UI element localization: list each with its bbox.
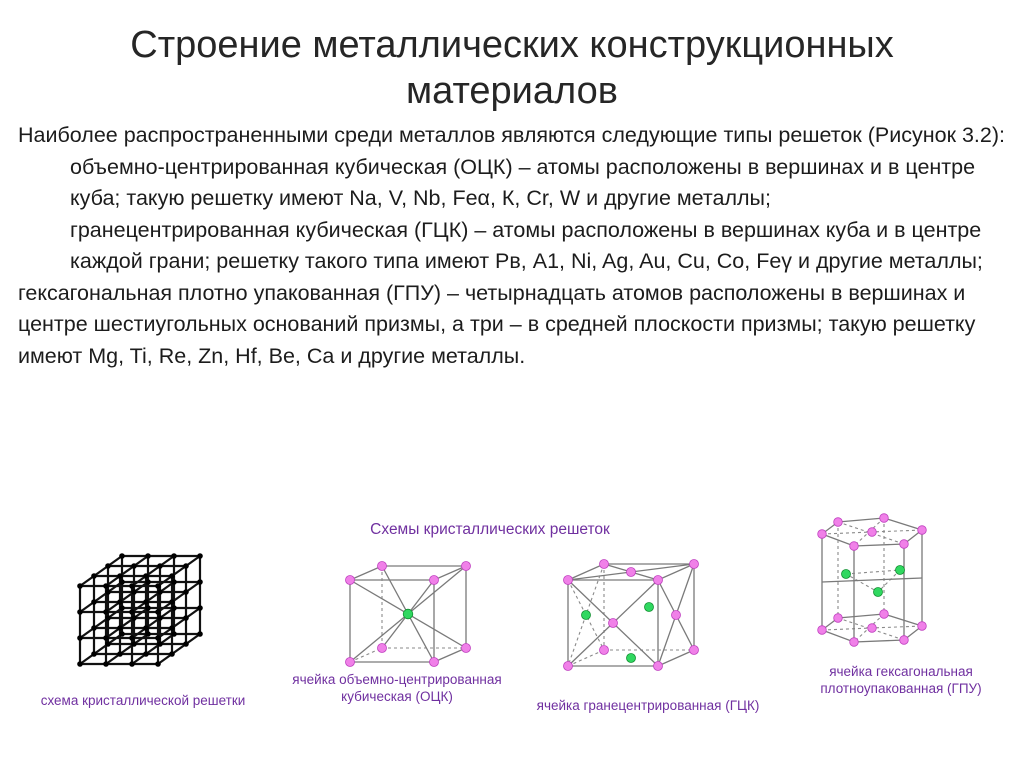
caption-hcp-cell: ячейка гексагональная плотноупакованная (ГПУ) [820, 664, 982, 696]
lattice-node [77, 609, 83, 615]
lattice-node [171, 631, 177, 637]
lattice-node [77, 661, 83, 667]
corner-atom [690, 646, 699, 655]
face-atom-back [627, 654, 636, 663]
lattice-node [103, 661, 109, 667]
lattice-node [169, 625, 175, 631]
corner-atom [564, 662, 573, 671]
base-center-atom [868, 624, 877, 633]
corner-atom [346, 658, 355, 667]
lattice-node [197, 605, 203, 611]
lattice-node [169, 651, 175, 657]
lattice-node [119, 605, 125, 611]
vertex-atom [900, 636, 909, 645]
lattice-node [129, 583, 135, 589]
lattice-node [103, 635, 109, 641]
lattice-node [155, 661, 161, 667]
lattice-node [183, 589, 189, 595]
lattice-node [171, 579, 177, 585]
body-text [18, 120, 1018, 372]
lattice-node [119, 579, 125, 585]
vertex-atom [818, 530, 827, 539]
corner-atom [654, 576, 663, 585]
lattice-node [143, 599, 149, 605]
lattice-scheme-figure [70, 560, 250, 680]
corner-atom [430, 576, 439, 585]
lattice-node [145, 605, 151, 611]
corner-atom [378, 562, 387, 571]
vertex-atom [834, 518, 843, 527]
lattice-node [91, 651, 97, 657]
lattice-node [155, 635, 161, 641]
lattice-node [145, 553, 151, 559]
lattice-node [105, 563, 111, 569]
lattice-bond [158, 634, 200, 664]
corner-atom [600, 560, 609, 569]
lattice-node [105, 641, 111, 647]
lattice-node [171, 553, 177, 559]
lattice-node [103, 583, 109, 589]
lattice-node [197, 579, 203, 585]
lattice-node [117, 599, 123, 605]
center-atom [403, 609, 413, 619]
mid-plane-atom [874, 588, 883, 597]
paragraph-bcc: объемно-центрированная кубическая (ОЦК) – атомы расположены в вершинах и в центре куба; такую решетку имеют Na, V, Nb, Feα, К, Cr, W и другие металлы; [70, 154, 976, 210]
slide-title: Строение металлических конструкционных материалов [130, 24, 894, 112]
vertex-atom [900, 540, 909, 549]
vertex-atom [834, 614, 843, 623]
vertex-atom [918, 622, 927, 631]
lattice-node [105, 615, 111, 621]
mid-plane-atom [896, 566, 905, 575]
caption-lattice-scheme: схема кристаллической решетки [40, 693, 246, 708]
lattice-node [157, 641, 163, 647]
lattice-bond [80, 556, 122, 586]
vertex-atom [850, 542, 859, 551]
face-atom [609, 619, 618, 628]
vertex-atom [850, 638, 859, 647]
lattice-node [145, 579, 151, 585]
bcc-cell-figure [336, 552, 486, 672]
lattice-node [131, 641, 137, 647]
face-atom-back [645, 603, 654, 612]
lattice-node [103, 609, 109, 615]
lattice-node [129, 635, 135, 641]
corner-atom [378, 644, 387, 653]
paragraph-intro: Наиболее распространенными среди металлов являются следующие типы решеток (Рисунок 3.2): [18, 123, 1005, 147]
lattice-node [169, 599, 175, 605]
lattice-node [131, 589, 137, 595]
paragraph-hcp: гексагональная плотно упакованная (ГПУ) – четырнадцать атомов расположены в вершинах и центре шестиугольных оснований призмы, а три – в средней плоскости призмы; такую решетку имеют Mg, Ti, Re, Zn, Hf, Be, Ca и другие металлы. [18, 280, 976, 368]
lattice-node [119, 553, 125, 559]
corner-atom [462, 644, 471, 653]
lattice-node [143, 573, 149, 579]
lattice-node [131, 563, 137, 569]
lattice-node [117, 625, 123, 631]
lattice-node [157, 615, 163, 621]
lattice-node [77, 635, 83, 641]
lattice-node [197, 553, 203, 559]
figure-title: Схемы кристаллических решеток [370, 521, 610, 538]
corner-atom [430, 658, 439, 667]
lattice-node [129, 661, 135, 667]
lattice-node [183, 615, 189, 621]
lattice-node [155, 609, 161, 615]
caption-bcc-cell: ячейка объемно-центрированная кубическая (ОЦК) [292, 672, 502, 704]
lattice-node [145, 631, 151, 637]
corner-atom [346, 576, 355, 585]
lattice-node [119, 631, 125, 637]
lattice-node [117, 573, 123, 579]
lattice-node [183, 563, 189, 569]
vertex-atom [918, 526, 927, 535]
lattice-node [143, 651, 149, 657]
lattice-node [91, 599, 97, 605]
face-atom [672, 611, 681, 620]
lattice-node [91, 625, 97, 631]
lattice-node [129, 609, 135, 615]
base-center-atom [868, 528, 877, 537]
corner-atom [600, 646, 609, 655]
mid-plane-atom [842, 570, 851, 579]
corner-atom [462, 562, 471, 571]
corner-atom [690, 560, 699, 569]
vertex-atom [880, 610, 889, 619]
lattice-node [117, 651, 123, 657]
lattice-node [169, 573, 175, 579]
lattice-node [77, 583, 83, 589]
lattice-node [105, 589, 111, 595]
lattice-node [183, 641, 189, 647]
lattice-node [131, 615, 137, 621]
lattice-node [143, 625, 149, 631]
caption-fcc-cell: ячейка гранецентрированная (ГЦК) [536, 698, 760, 713]
lattice-node [91, 573, 97, 579]
corner-atom [564, 576, 573, 585]
hcp-cell-figure [812, 512, 942, 652]
lattice-node [157, 589, 163, 595]
face-atom [627, 568, 636, 577]
corner-atom [654, 662, 663, 671]
lattice-node [155, 583, 161, 589]
fcc-cell-figure [556, 552, 706, 674]
vertex-atom [818, 626, 827, 635]
face-atom-back [582, 611, 591, 620]
vertex-atom [880, 514, 889, 523]
lattice-node [171, 605, 177, 611]
paragraph-fcc: гранецентрированная кубическая (ГЦК) – атомы расположены в вершинах куба и в центре каждой грани; решетку такого типа имеют Рв, А1, Ni, Ag, Au, Cu, Co, Feγ и другие металлы; [70, 217, 983, 273]
lattice-node [197, 631, 203, 637]
lattice-node [157, 563, 163, 569]
